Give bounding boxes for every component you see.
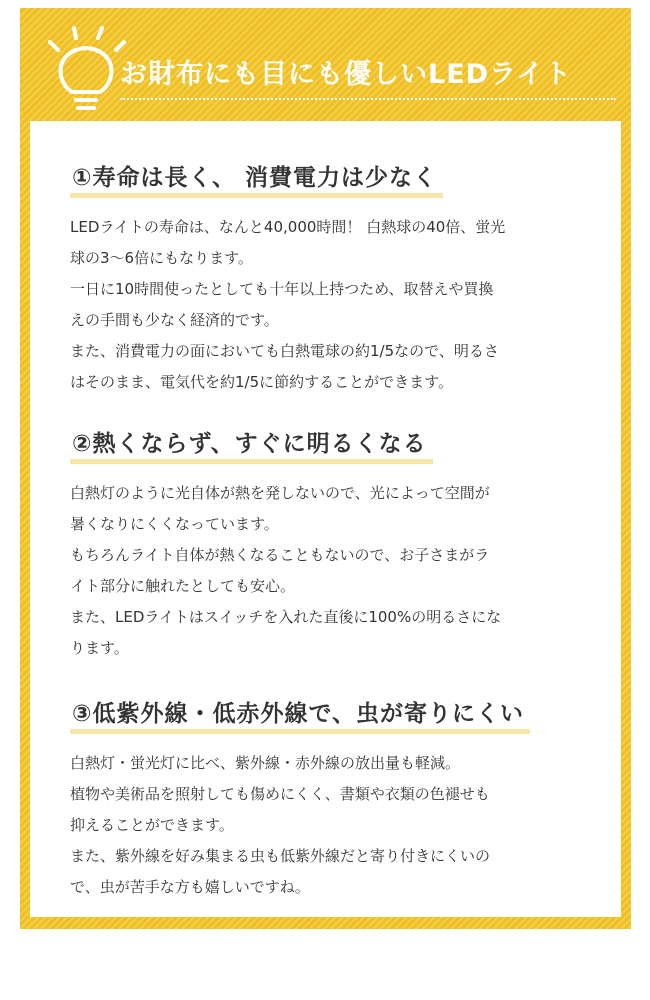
- body-line: また、紫外線を好み集まる虫も低紫外線だと寄り付きにくいの: [70, 847, 491, 865]
- content-panel: [30, 121, 621, 917]
- section-body: [70, 748, 600, 903]
- body-line: 暑くなりにくくなっています。: [70, 515, 279, 533]
- body-line: LEDライトの寿命は、なんと40,000時間！ 白熱球の40倍、蛍光: [70, 218, 506, 236]
- section-lifespan: [70, 159, 600, 398]
- section-heading: ③低紫外線・低赤外線で、虫が寄りにくい: [70, 695, 530, 734]
- body-line: はそのまま、電気代を約1/5に節約することができます。: [70, 373, 453, 391]
- light-bulb-icon: [46, 22, 126, 118]
- body-line: で、虫が苦手な方も嬉しいですね。: [70, 878, 310, 896]
- banner-title: お財布にも目にも優しいLEDライト: [120, 59, 573, 90]
- section-body: [70, 478, 600, 664]
- banner: [20, 8, 631, 120]
- section-heat: [70, 425, 600, 664]
- section-body: [70, 212, 600, 398]
- body-line: 抑えることができます。: [70, 816, 234, 834]
- banner-underline: [120, 98, 616, 100]
- body-line: 球の3〜6倍にもなります。: [70, 249, 253, 267]
- section-uv: [70, 695, 600, 903]
- body-line: また、消費電力の面においても白熱電球の約1/5なので、明るさ: [70, 342, 499, 360]
- body-line: 一日に10時間使ったとしても十年以上持つため、取替えや買換: [70, 280, 494, 298]
- body-line: ります。: [70, 639, 129, 657]
- body-line: 白熱灯のように光自体が熱を発しないので、光によって空間が: [70, 484, 490, 502]
- body-line: また、LEDライトはスイッチを入れた直後に100%の明るさにな: [70, 608, 502, 626]
- body-line: イト部分に触れたとしても安心。: [70, 577, 296, 595]
- body-line: 植物や美術品を照射しても傷めにくく、書類や衣類の色褪せも: [70, 785, 490, 803]
- body-line: えの手間も少なく経済的です。: [70, 311, 279, 329]
- section-heading: ①寿命は長く、 消費電力は少なく: [70, 159, 443, 198]
- section-heading: ②熱くならず、すぐに明るくなる: [70, 425, 433, 464]
- yellow-frame: [20, 8, 631, 929]
- body-line: 白熱灯・蛍光灯に比べ、紫外線・赤外線の放出量も軽減。: [70, 754, 461, 772]
- body-line: もちろんライト自体が熱くなることもないので、お子さまがラ: [70, 546, 490, 564]
